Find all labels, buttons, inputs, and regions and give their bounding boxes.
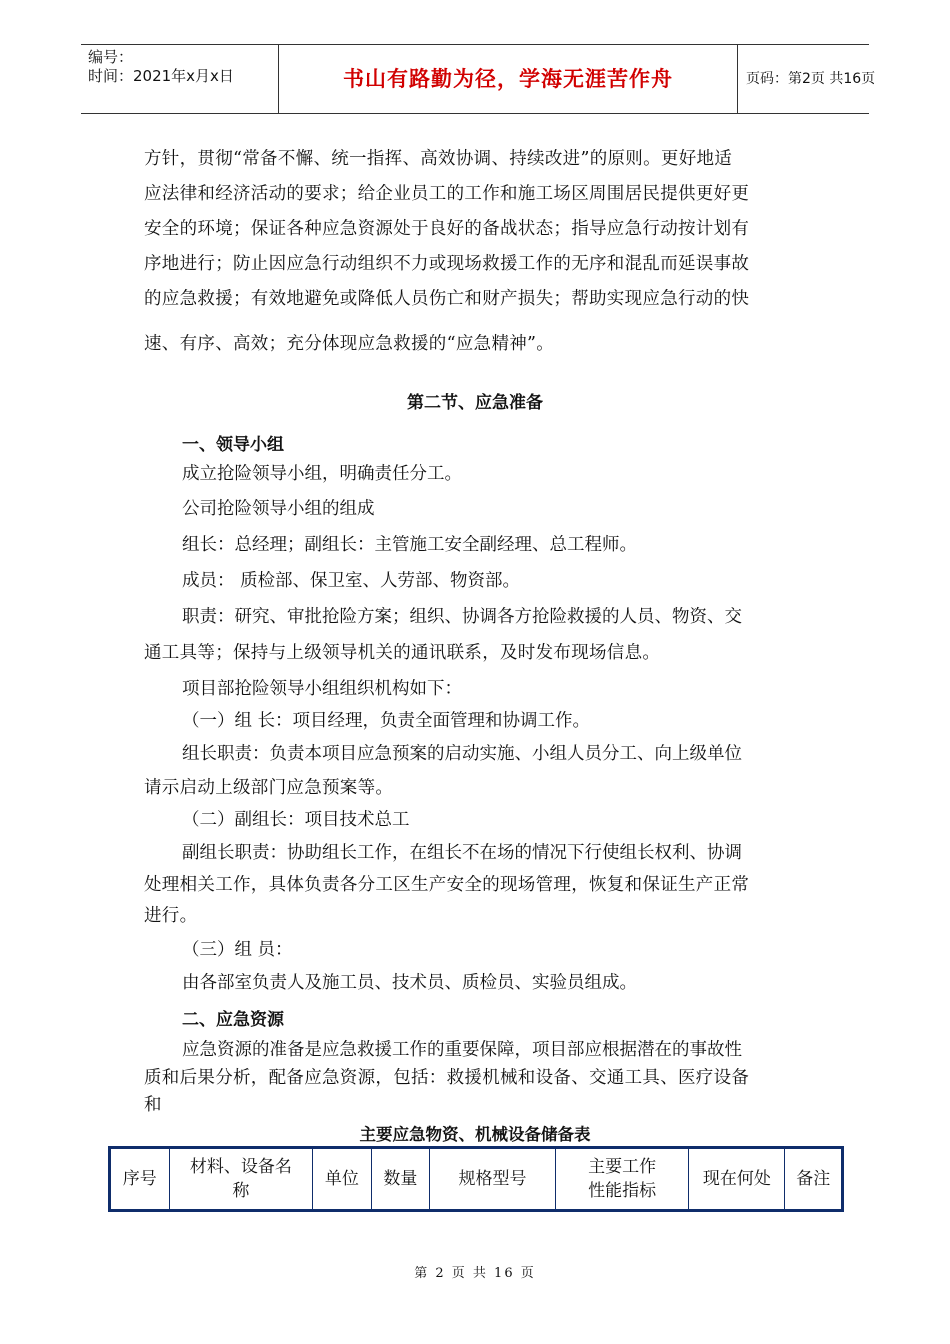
page-footer: 第 2 页 共 16 页	[414, 1266, 536, 1281]
leadership-line: 成立抢险领导小组，明确责任分工。	[182, 464, 462, 484]
table-header-cell: 备注	[785, 1148, 843, 1211]
resources-paragraph: 应急资源的准备是应急救援工作的重要保障，项目部应根据潜在的事故性	[182, 1040, 742, 1060]
org-item-deputy: （二）副组长：项目技术总工	[182, 810, 410, 830]
intro-line: 应法律和经济活动的要求；给企业员工的工作和施工场区周围居民提供更好更	[144, 184, 750, 204]
org-title: 项目部抢险领导小组组织机构如下：	[182, 679, 462, 699]
leader-duty-cont: 请示启动上级部门应急预案等。	[144, 778, 394, 798]
table-header-cell: 单位	[313, 1148, 372, 1211]
resources-paragraph-cont: 和	[144, 1095, 162, 1115]
org-item-members: （三）组 员：	[182, 940, 293, 960]
table-header-cell: 规格型号	[430, 1148, 556, 1211]
document-number-label: 编号：	[88, 48, 134, 66]
leadership-duty: 职责：研究、审批抢险方案；组织、协调各方抢险救援的人员、物资、交	[182, 607, 742, 627]
table-header-cell: 序号	[110, 1148, 170, 1211]
resources-heading: 二、应急资源	[182, 1010, 284, 1030]
table-header-cell: 主要工作 性能指标	[555, 1148, 689, 1211]
header-meta	[81, 45, 285, 113]
leadership-members: 成员： 质检部、保卫室、人劳部、物资部。	[182, 571, 521, 591]
header-page-info: 页码：第2页 共16页	[746, 71, 876, 87]
deputy-duty-cont: 进行。	[144, 906, 198, 926]
table-header-cell: 材料、设备名 称	[169, 1148, 313, 1211]
intro-line: 序地进行；防止因应急行动组织不力或现场救援工作的无序和混乱而延误事故	[144, 254, 750, 274]
intro-line: 安全的环境；保证各种应急资源处于良好的备战状态；指导应急行动按计划有	[144, 219, 750, 239]
members-text: 由各部室负责人及施工员、技术员、质检员、实验员组成。	[182, 973, 637, 993]
table-header-cell: 数量	[371, 1148, 430, 1211]
leadership-heading: 一、领导小组	[182, 435, 284, 455]
deputy-duty: 副组长职责：协助组长工作，在组长不在场的情况下行使组长权利、协调	[182, 843, 742, 863]
document-time-label: 时间：2021年x月x日	[88, 67, 234, 85]
section-title: 第二节、应急准备	[407, 393, 543, 413]
page-header	[81, 44, 876, 114]
intro-line: 速、有序、高效；充分体现应急救援的“应急精神”。	[144, 334, 555, 354]
table-header-cell: 现在何处	[689, 1148, 785, 1211]
table-title: 主要应急物资、机械设备储备表	[359, 1125, 591, 1144]
leader-duty: 组长职责：负责本项目应急预案的启动实施、小组人员分工、向上级单位	[182, 744, 742, 764]
resource-table	[108, 1146, 844, 1212]
intro-line: 方针，贯彻“常备不懈、统一指挥、高效协调、持续改进”的原则。更好地适	[144, 149, 733, 169]
header-motto: 书山有路勤为径，学海无涯苦作舟	[278, 45, 738, 113]
table-header-row	[110, 1148, 843, 1211]
leadership-line: 组长：总经理；副组长：主管施工安全副经理、总工程师。	[182, 535, 637, 555]
resources-paragraph-cont: 质和后果分析，配备应急资源，包括：救援机械和设备、交通工具、医疗设备	[144, 1068, 750, 1088]
intro-line: 的应急救援；有效地避免或降低人员伤亡和财产损失；帮助实现应急行动的快	[144, 289, 750, 309]
org-item-leader: （一）组 长：项目经理，负责全面管理和协调工作。	[182, 711, 591, 731]
deputy-duty-cont: 处理相关工作，具体负责各分工区生产安全的现场管理，恢复和保证生产正常	[144, 875, 750, 895]
leadership-duty-cont: 通工具等；保持与上级领导机关的通讯联系，及时发布现场信息。	[144, 643, 661, 663]
leadership-line: 公司抢险领导小组的组成	[182, 499, 375, 519]
